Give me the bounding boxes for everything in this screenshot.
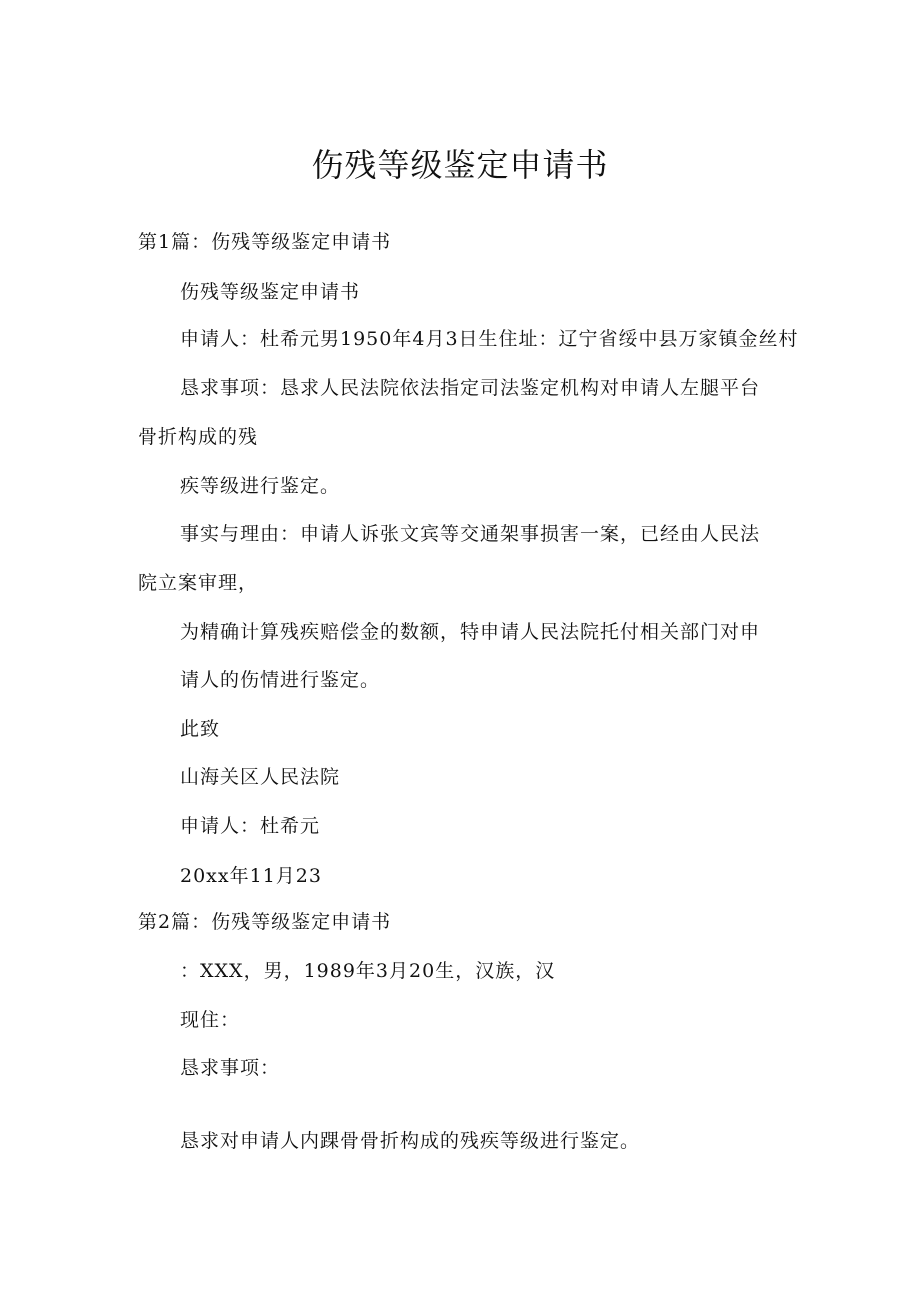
section-2-heading: 第2篇：伤残等级鉴定申请书 xyxy=(138,911,392,933)
document-title: 伤残等级鉴定申请书 xyxy=(311,146,609,184)
facts-line-1: 事实与理由：申请人诉张文宾等交通架事损害一案，已经由人民法 xyxy=(180,523,761,545)
date-line: 20xx年11月23 xyxy=(180,865,322,887)
request-line-2: 骨折构成的残 xyxy=(138,426,259,448)
request-2-content-line: 恳求对申请人内踝骨骨折构成的残疾等级进行鉴定。 xyxy=(180,1130,641,1152)
signature-line: 申请人：杜希元 xyxy=(180,815,321,837)
residence-line: 现住： xyxy=(180,1009,241,1031)
facts-line-4: 请人的伤情进行鉴定。 xyxy=(180,669,381,691)
request-2-label-line: 恳求事项： xyxy=(180,1057,281,1079)
facts-line-2: 院立案审理， xyxy=(138,572,259,594)
applicant-2-info-line: ：XXX，男，1989年3月20生，汉族，汉 xyxy=(180,960,556,982)
section-1-heading: 第1篇：伤残等级鉴定申请书 xyxy=(138,231,392,253)
salutation-line: 此致 xyxy=(180,718,221,740)
facts-line-3: 为精确计算残疾赔偿金的数额，特申请人民法院托付相关部门对申 xyxy=(180,621,761,643)
request-line-1: 恳求事项：恳求人民法院依法指定司法鉴定机构对申请人左腿平台 xyxy=(180,377,761,399)
section-1-subtitle: 伤残等级鉴定申请书 xyxy=(180,281,361,303)
recipient-court-line: 山海关区人民法院 xyxy=(180,766,341,788)
request-line-3: 疾等级进行鉴定。 xyxy=(180,475,341,497)
applicant-info-line: 申请人：杜希元男1950年4月3日生住址：辽宁省绥中县万家镇金丝村 xyxy=(180,328,799,350)
